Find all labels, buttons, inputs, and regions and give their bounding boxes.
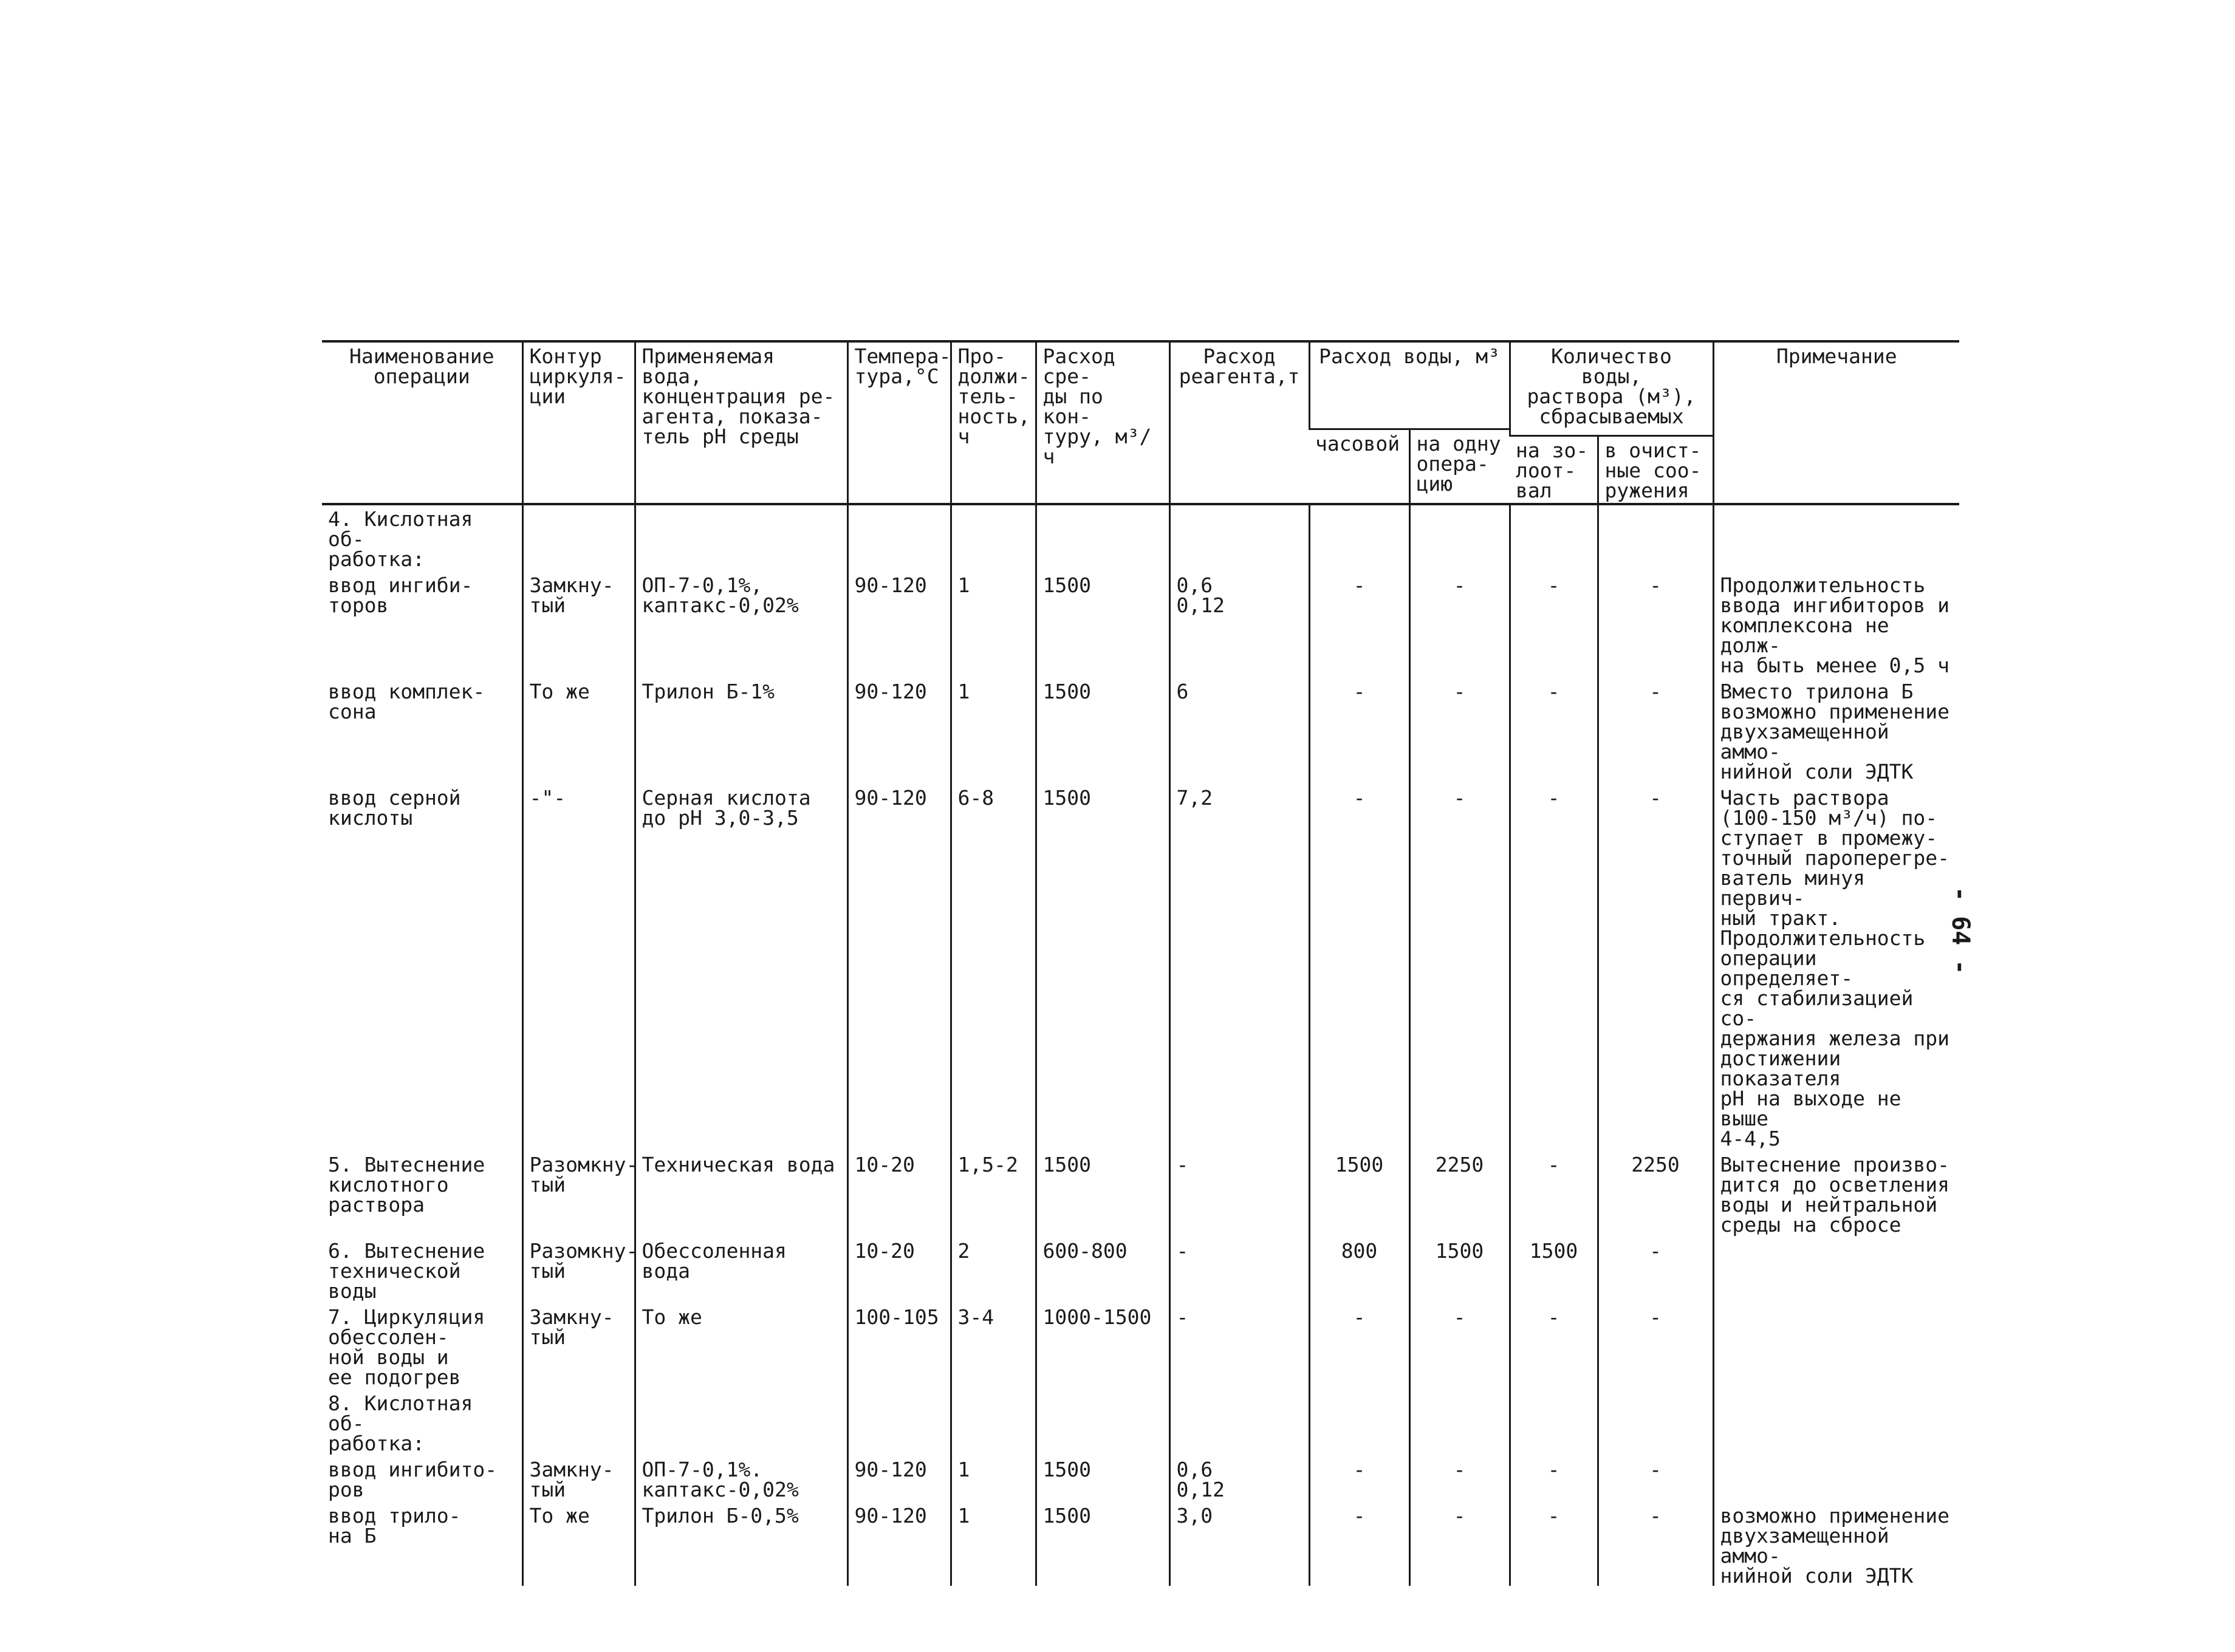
cell-medium-flow: 600-800 <box>1036 1237 1169 1303</box>
header-per-operation: на одну опера- цию <box>1409 429 1510 504</box>
cell-to-treatment: - <box>1598 1456 1713 1502</box>
cell-temperature <box>847 504 951 572</box>
cell-temperature: 10-20 <box>847 1237 951 1303</box>
cell-water-reagent <box>635 1390 847 1456</box>
cell-temperature: 90-120 <box>847 1456 951 1502</box>
cell-hourly <box>1309 504 1409 572</box>
header-note: Примечание <box>1713 341 1959 504</box>
cell-note: Вытеснение произво- дится до осветления воды и нейтральной среды на сбросе <box>1713 1151 1959 1237</box>
cell-to-treatment: - <box>1598 572 1713 678</box>
cell-reagent: 6 <box>1169 678 1309 784</box>
header-duration: Про- должи- тель- ность, ч <box>951 341 1036 504</box>
table-header <box>322 341 1959 504</box>
cell-per-operation <box>1409 1390 1510 1456</box>
table-row <box>322 504 1959 572</box>
cell-contour: Замкну- тый <box>522 572 635 678</box>
cell-note: Продолжительность ввода ингибиторов и комплексона не долж- на быть менее 0,5 ч <box>1713 572 1959 678</box>
cell-hourly <box>1309 1390 1409 1456</box>
cell-per-operation: 1500 <box>1409 1237 1510 1303</box>
cell-hourly: 1500 <box>1309 1151 1409 1237</box>
cell-to-treatment: - <box>1598 1502 1713 1586</box>
cell-contour: Разомкну- тый <box>522 1237 635 1303</box>
cell-water-reagent: Серная кислота до рН 3,0-3,5 <box>635 784 847 1151</box>
cell-contour: То же <box>522 1502 635 1586</box>
table-row <box>322 572 1959 678</box>
cell-hourly: - <box>1309 1303 1409 1390</box>
cell-note <box>1713 1303 1959 1390</box>
cell-water-reagent: Техническая вода <box>635 1151 847 1237</box>
cell-to-ash-dump: - <box>1510 1151 1598 1237</box>
cell-to-ash-dump: 1500 <box>1510 1237 1598 1303</box>
cell-water-reagent: Трилон Б-0,5% <box>635 1502 847 1586</box>
cell-temperature: 90-120 <box>847 1502 951 1586</box>
header-operation-name: Наименование операции <box>322 341 522 504</box>
cell-medium-flow <box>1036 504 1169 572</box>
operations-table <box>322 340 1959 1586</box>
cell-to-ash-dump: - <box>1510 1303 1598 1390</box>
cell-note: Вместо трилона Б возможно применение двухзамещенной аммо- нийной соли ЭДТК <box>1713 678 1959 784</box>
cell-reagent <box>1169 504 1309 572</box>
header-discharge-spacer <box>1510 429 1713 436</box>
cell-operation-name: ввод трило- на Б <box>328 1504 461 1548</box>
cell-water-reagent <box>635 504 847 572</box>
cell-operation-name: ввод ингиби- торов <box>328 573 473 617</box>
cell-reagent <box>1169 1390 1309 1456</box>
cell-to-treatment <box>1598 504 1713 572</box>
cell-operation-name: 7. Циркуляция обессолен- ной воды и ее подогрев <box>328 1305 485 1389</box>
table-row <box>322 1456 1959 1502</box>
cell-to-ash-dump <box>1510 504 1598 572</box>
cell-temperature: 10-20 <box>847 1151 951 1237</box>
cell-medium-flow: 1500 <box>1036 1151 1169 1237</box>
cell-hourly: 800 <box>1309 1237 1409 1303</box>
table-body <box>322 504 1959 1586</box>
cell-contour: То же <box>522 678 635 784</box>
cell-note <box>1713 1456 1959 1502</box>
cell-medium-flow: 1500 <box>1036 678 1169 784</box>
cell-hourly: - <box>1309 1456 1409 1502</box>
cell-medium-flow <box>1036 1390 1169 1456</box>
cell-to-treatment: - <box>1598 1237 1713 1303</box>
cell-to-treatment: 2250 <box>1598 1151 1713 1237</box>
table-row <box>322 1151 1959 1237</box>
cell-reagent: 0,6 0,12 <box>1169 572 1309 678</box>
header-reagent-consumption: Расход реагента,т <box>1169 341 1309 504</box>
cell-temperature: 100-105 <box>847 1303 951 1390</box>
cell-duration: 1 <box>951 678 1036 784</box>
table-row <box>322 1502 1959 1586</box>
cell-hourly: - <box>1309 572 1409 678</box>
cell-duration <box>951 504 1036 572</box>
cell-duration: 2 <box>951 1237 1036 1303</box>
cell-note: Часть раствора (100-150 м³/ч) по- ступает в промежу- точный пароперегре- ватель минуя первич- ный тракт. Продолжительность операции определяет- ся стабилизацией со- держания железа при достижении показателя рН на выходе не выше 4-4,5 <box>1713 784 1959 1151</box>
cell-medium-flow: 1500 <box>1036 1456 1169 1502</box>
cell-contour: Замкну- тый <box>522 1456 635 1502</box>
cell-per-operation <box>1409 504 1510 572</box>
cell-note <box>1713 1237 1959 1303</box>
cell-duration: 1 <box>951 1456 1036 1502</box>
page-number: - 64 - <box>1946 887 1974 975</box>
cell-duration: 6-8 <box>951 784 1036 1151</box>
cell-operation-name: 5. Вытеснение кислотного раствора <box>328 1153 485 1217</box>
cell-contour: Разомкну- тый <box>522 1151 635 1237</box>
header-to-treatment: в очист- ные соо- ружения <box>1598 436 1713 505</box>
cell-reagent: - <box>1169 1237 1309 1303</box>
cell-water-reagent: Обессоленная вода <box>635 1237 847 1303</box>
cell-to-treatment: - <box>1598 678 1713 784</box>
header-hourly: часовой <box>1309 429 1409 504</box>
cell-temperature <box>847 1390 951 1456</box>
cell-duration: 1 <box>951 1502 1036 1586</box>
cell-reagent: 7,2 <box>1169 784 1309 1151</box>
table-row <box>322 1237 1959 1303</box>
cell-medium-flow: 1000-1500 <box>1036 1303 1169 1390</box>
header-water-reagent: Применяемая вода, концентрация ре- агента, показа- тель рН среды <box>635 341 847 504</box>
cell-contour <box>522 1390 635 1456</box>
cell-to-ash-dump: - <box>1510 678 1598 784</box>
header-to-ash-dump: на зо- лоот- вал <box>1510 436 1598 505</box>
cell-to-treatment: - <box>1598 784 1713 1151</box>
table-row <box>322 784 1959 1151</box>
table-row <box>322 678 1959 784</box>
cell-temperature: 90-120 <box>847 572 951 678</box>
cell-water-reagent: ОП-7-0,1%. каптакс-0,02% <box>635 1456 847 1502</box>
cell-temperature: 90-120 <box>847 784 951 1151</box>
cell-operation-name: 8. Кислотная об- работка: <box>328 1391 473 1455</box>
cell-note: возможно применение двухзамещенной аммо- нийной соли ЭДТК <box>1713 1502 1959 1586</box>
cell-water-reagent: Трилон Б-1% <box>635 678 847 784</box>
cell-operation-name: 4. Кислотная об- работка: <box>328 507 473 571</box>
cell-to-treatment: - <box>1598 1303 1713 1390</box>
cell-reagent: - <box>1169 1151 1309 1237</box>
cell-temperature: 90-120 <box>847 678 951 784</box>
cell-note <box>1713 1390 1959 1456</box>
cell-per-operation: - <box>1409 1456 1510 1502</box>
header-temperature: Темпера- тура,°С <box>847 341 951 504</box>
cell-operation-name: 6. Вытеснение технической воды <box>328 1239 485 1303</box>
table-row <box>322 1390 1959 1456</box>
cell-hourly: - <box>1309 1502 1409 1586</box>
header-circulation-contour: Контур циркуля- ции <box>522 341 635 504</box>
cell-duration: 1,5-2 <box>951 1151 1036 1237</box>
cell-duration <box>951 1390 1036 1456</box>
cell-reagent: 0,6 0,12 <box>1169 1456 1309 1502</box>
cell-operation-name: ввод комплек- сона <box>328 680 485 723</box>
cell-medium-flow: 1500 <box>1036 1502 1169 1586</box>
cell-to-ash-dump: - <box>1510 572 1598 678</box>
cell-hourly: - <box>1309 678 1409 784</box>
cell-to-ash-dump: - <box>1510 1502 1598 1586</box>
cell-note <box>1713 504 1959 572</box>
cell-reagent: 3,0 <box>1169 1502 1309 1586</box>
cell-water-reagent: ОП-7-0,1%, каптакс-0,02% <box>635 572 847 678</box>
cell-per-operation: - <box>1409 678 1510 784</box>
cell-duration: 1 <box>951 572 1036 678</box>
cell-per-operation: - <box>1409 572 1510 678</box>
table-row <box>322 1303 1959 1390</box>
cell-to-treatment <box>1598 1390 1713 1456</box>
cell-contour: -"- <box>522 784 635 1151</box>
cell-operation-name: ввод ингибито- ров <box>328 1458 498 1501</box>
cell-per-operation: - <box>1409 784 1510 1151</box>
cell-operation-name: ввод серной кислоты <box>328 786 461 830</box>
cell-per-operation: - <box>1409 1502 1510 1586</box>
header-water-consumption: Расход воды, м³ <box>1309 341 1510 429</box>
cell-to-ash-dump: - <box>1510 1456 1598 1502</box>
cell-hourly: - <box>1309 784 1409 1151</box>
cell-medium-flow: 1500 <box>1036 572 1169 678</box>
cell-contour: Замкну- тый <box>522 1303 635 1390</box>
cell-to-ash-dump: - <box>1510 784 1598 1151</box>
cell-water-reagent: То же <box>635 1303 847 1390</box>
cell-per-operation: 2250 <box>1409 1151 1510 1237</box>
cell-reagent: - <box>1169 1303 1309 1390</box>
cell-to-ash-dump <box>1510 1390 1598 1456</box>
cell-per-operation: - <box>1409 1303 1510 1390</box>
cell-medium-flow: 1500 <box>1036 784 1169 1151</box>
header-medium-flow: Расход сре- ды по кон- туру, м³/ч <box>1036 341 1169 504</box>
cell-contour <box>522 504 635 572</box>
cell-duration: 3-4 <box>951 1303 1036 1390</box>
header-discharged-volume: Количество воды, раствора (м³), сбрасываемых <box>1510 341 1713 429</box>
